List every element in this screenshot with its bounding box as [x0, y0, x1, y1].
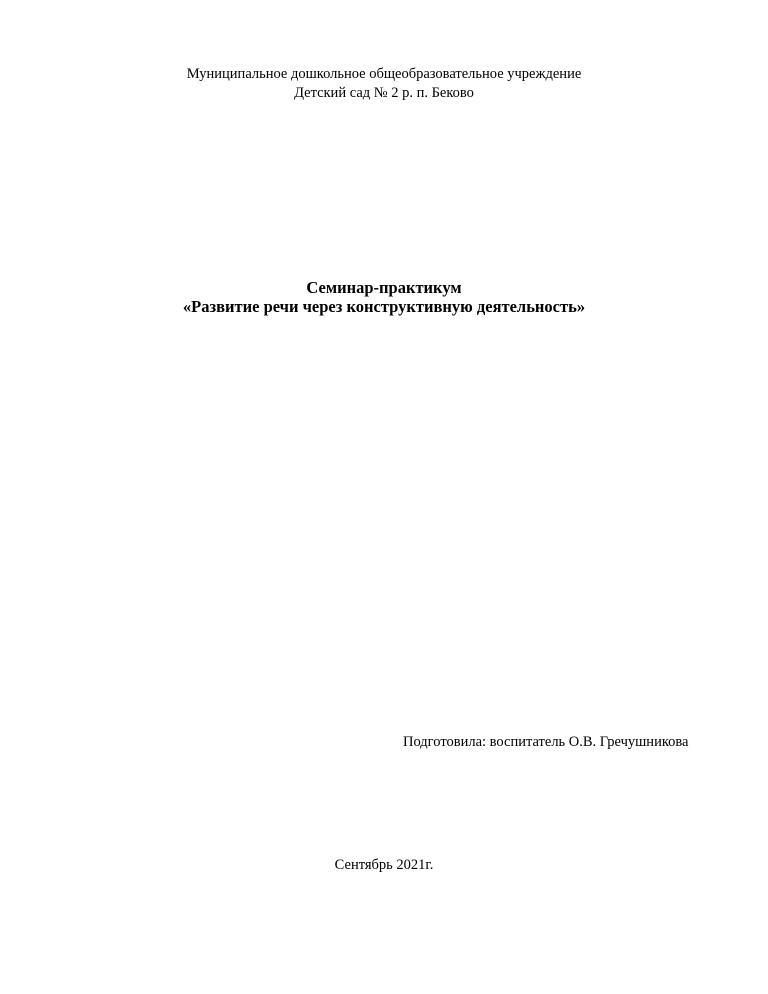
document-type-title: Семинар-практикум [306, 278, 462, 297]
author-line: Подготовила: воспитатель О.В. Гречушникова [403, 734, 689, 750]
document-topic-title: «Развитие речи через конструктивную деятельность» [182, 297, 586, 316]
institution-name: Муниципальное дошкольное общеобразовательное учреждение [186, 66, 582, 82]
document-date: Сентябрь 2021г. [334, 857, 434, 873]
kindergarten-name: Детский сад № 2 р. п. Беково [294, 85, 474, 101]
